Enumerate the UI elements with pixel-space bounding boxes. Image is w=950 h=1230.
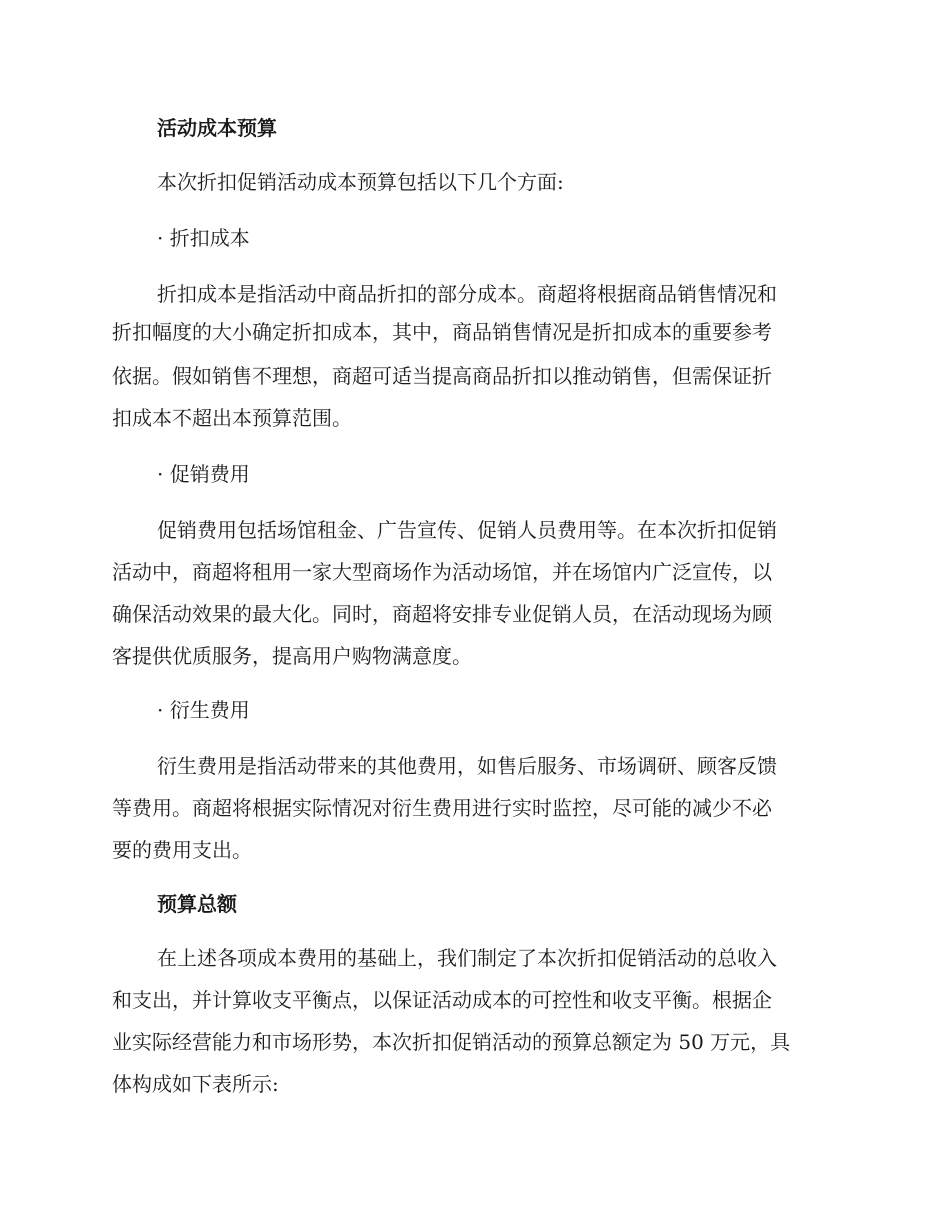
paragraph-line: 折扣成本是指活动中商品折扣的部分成本。商超将根据商品销售情况和 <box>157 282 777 306</box>
paragraph-line: 体构成如下表所示: <box>112 1072 279 1096</box>
bullet-discount-cost: · 折扣成本 <box>157 226 250 250</box>
paragraph-line: 等费用。商超将根据实际情况对衍生费用进行实时监控，尽可能的减少不必 <box>112 796 772 820</box>
section-heading-budget-total: 预算总额 <box>157 892 237 916</box>
paragraph-line: 要的费用支出。 <box>112 838 252 862</box>
paragraph-line: 衍生费用是指活动带来的其他费用，如售后服务、市场调研、顾客反馈 <box>157 754 777 778</box>
intro-paragraph: 本次折扣促销活动成本预算包括以下几个方面: <box>157 170 564 194</box>
paragraph-line: 业实际经营能力和市场形势，本次折扣促销活动的预算总额定为 50 万元，具 <box>112 1030 791 1054</box>
bullet-promotion-cost: · 促销费用 <box>157 462 250 486</box>
paragraph-line: 在上述各项成本费用的基础上，我们制定了本次折扣促销活动的总收入 <box>157 946 777 970</box>
paragraph-line: 客提供优质服务，提高用户购物满意度。 <box>112 644 472 668</box>
paragraph-line: 确保活动效果的最大化。同时，商超将安排专业促销人员，在活动现场为顾 <box>112 602 772 626</box>
paragraph-line: 和支出，并计算收支平衡点，以保证活动成本的可控性和收支平衡。根据企 <box>112 988 772 1012</box>
bullet-derived-cost: · 衍生费用 <box>157 698 250 722</box>
paragraph-line: 促销费用包括场馆租金、广告宣传、促销人员费用等。在本次折扣促销 <box>157 518 777 542</box>
paragraph-line: 折扣幅度的大小确定折扣成本，其中，商品销售情况是折扣成本的重要参考 <box>112 320 772 344</box>
paragraph-line: 活动中，商超将租用一家大型商场作为活动场馆，并在场馆内广泛宣传，以 <box>112 560 772 584</box>
paragraph-line: 依据。假如销售不理想，商超可适当提高商品折扣以推动销售，但需保证折 <box>112 364 772 388</box>
paragraph-line: 扣成本不超出本预算范围。 <box>112 406 352 430</box>
section-heading-cost-budget: 活动成本预算 <box>157 116 277 140</box>
